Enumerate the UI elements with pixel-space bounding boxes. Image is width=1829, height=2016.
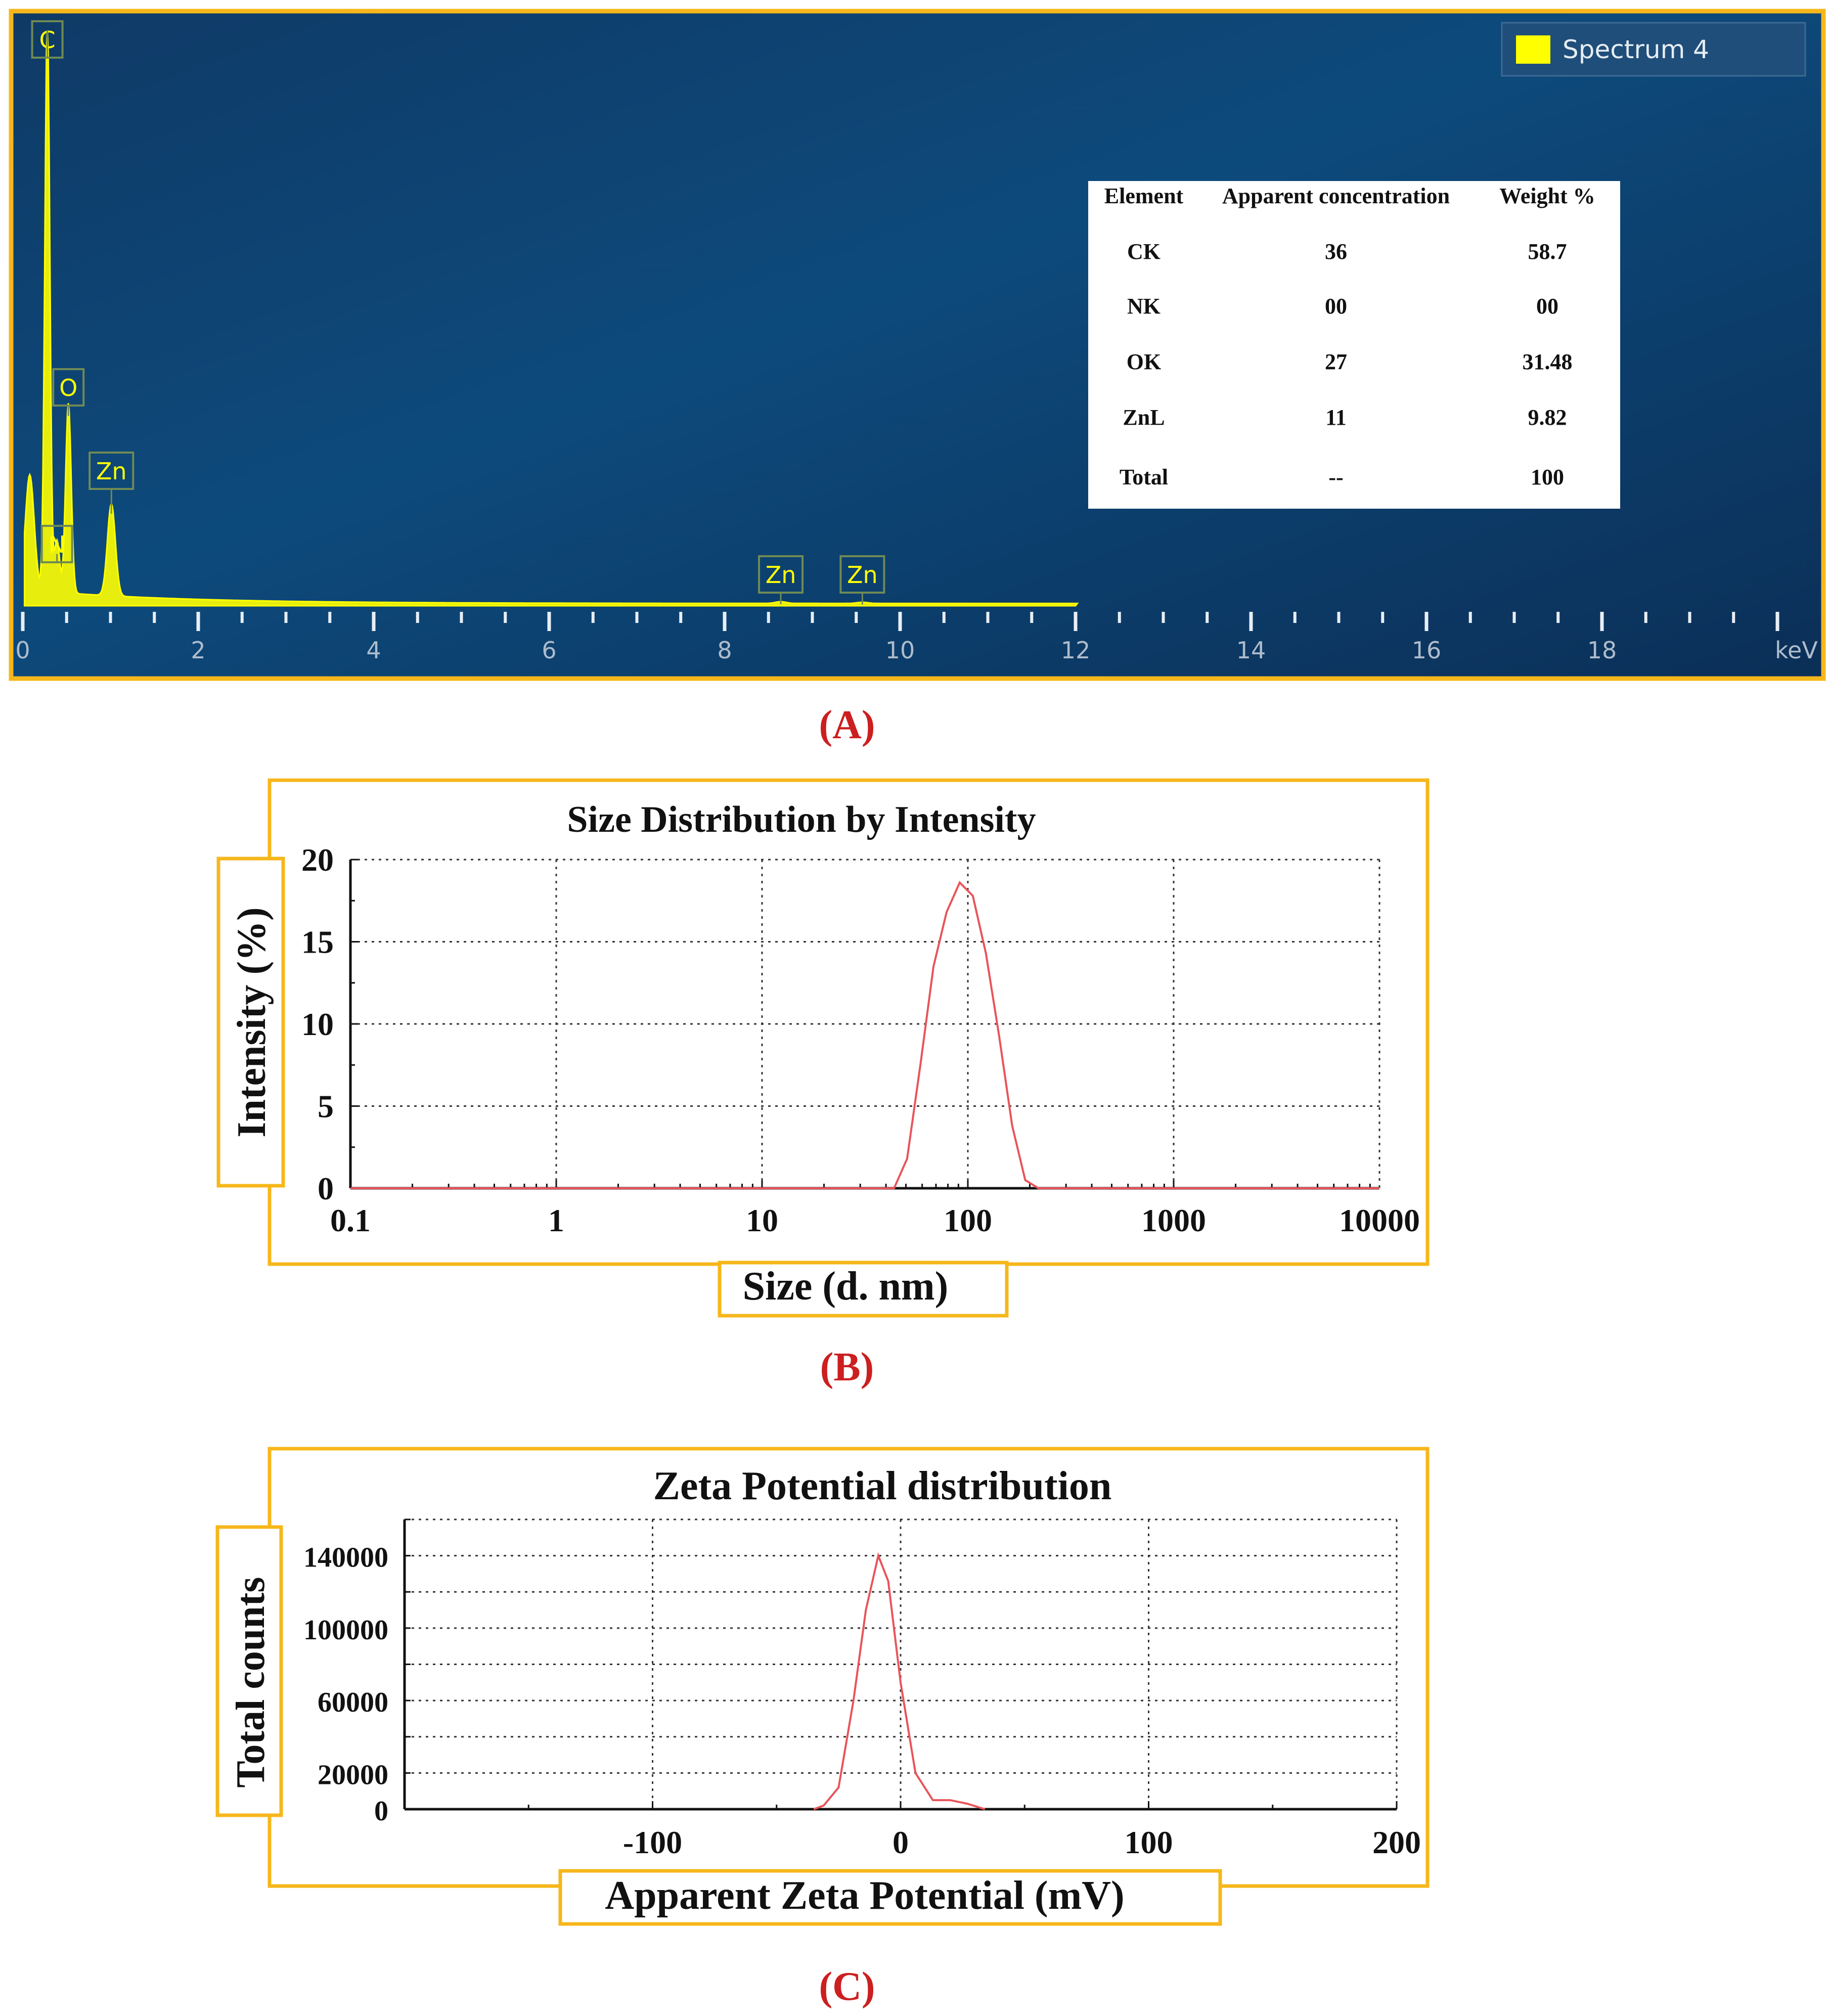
table-cell: NK <box>1127 294 1161 319</box>
panel-label-c: (C) <box>819 1964 875 2009</box>
x-tick-label: 1 <box>548 1202 564 1238</box>
peak-label: N <box>48 531 66 558</box>
panel-label-a: (A) <box>819 703 875 747</box>
x-tick-label: 0 <box>15 637 30 664</box>
table-cell: 27 <box>1325 349 1347 374</box>
peak-label: Zn <box>847 561 878 589</box>
x-tick-label: 6 <box>542 637 557 664</box>
composition-table <box>1088 181 1620 509</box>
chart-c-xlabel: Apparent Zeta Potential (mV) <box>605 1873 1125 1918</box>
table-header-cell: Element <box>1104 184 1184 208</box>
legend-swatch <box>1516 35 1550 64</box>
y-tick-label: 20 <box>301 842 334 878</box>
table-cell: 31.48 <box>1522 349 1573 374</box>
table-cell: ZnL <box>1123 405 1165 430</box>
x-tick-label: 16 <box>1411 637 1442 664</box>
panel-c <box>217 1449 1427 1924</box>
x-tick-label: 8 <box>717 637 732 664</box>
table-background <box>1088 181 1620 509</box>
chart-b-title: Size Distribution by Intensity <box>567 799 1036 840</box>
x-tick-label: 1000 <box>1141 1202 1206 1238</box>
x-tick-label: 100 <box>1124 1824 1173 1860</box>
x-unit-label: keV <box>1775 637 1818 664</box>
peak-label: O <box>59 374 78 401</box>
table-cell: 100 <box>1531 465 1564 489</box>
x-tick-label: 14 <box>1236 637 1266 664</box>
y-tick-label: 0 <box>374 1796 388 1827</box>
x-tick-label: 10000 <box>1339 1202 1420 1238</box>
x-tick-label: 12 <box>1060 637 1091 664</box>
x-tick-label: 0 <box>893 1824 909 1860</box>
x-tick-label: 200 <box>1372 1824 1421 1860</box>
x-tick-label: 18 <box>1587 637 1617 664</box>
table-cell: 36 <box>1325 239 1347 264</box>
x-tick-label: 10 <box>746 1202 778 1238</box>
table-header-cell: Weight % <box>1499 184 1595 208</box>
x-tick-label: -100 <box>622 1824 683 1860</box>
table-header-cell: Apparent concentration <box>1222 184 1450 208</box>
panel-a <box>11 11 1823 679</box>
panel-label-b: (B) <box>820 1345 874 1390</box>
table-cell: CK <box>1127 239 1161 264</box>
peak-label: Zn <box>765 561 796 589</box>
x-tick-label: 10 <box>885 637 915 664</box>
y-tick-label: 140000 <box>303 1542 388 1574</box>
x-tick-label: 0.1 <box>330 1202 371 1238</box>
panel-b <box>218 780 1427 1316</box>
legend-label: Spectrum 4 <box>1563 35 1709 64</box>
table-cell: 00 <box>1325 294 1347 319</box>
y-tick-label: 60000 <box>318 1687 388 1719</box>
chart-c-ylabel: Total counts <box>229 1577 273 1788</box>
chart-c-title: Zeta Potential distribution <box>653 1464 1112 1508</box>
peak-label: C <box>39 26 56 54</box>
y-tick-label: 0 <box>318 1171 334 1206</box>
y-tick-label: 15 <box>301 924 334 960</box>
table-cell: OK <box>1126 349 1162 374</box>
x-tick-label: 4 <box>366 637 381 664</box>
panel-c-frame <box>270 1449 1427 1886</box>
chart-b-xlabel: Size (d. nm) <box>742 1264 949 1309</box>
peak-label: Zn <box>96 458 127 485</box>
y-tick-label: 10 <box>301 1006 334 1042</box>
chart-b-ylabel: Intensity (%) <box>230 907 274 1138</box>
legend <box>1502 23 1805 76</box>
panel-b-frame <box>270 780 1427 1264</box>
x-tick-label: 100 <box>944 1202 992 1238</box>
table-cell: 00 <box>1536 294 1558 319</box>
table-cell: 58.7 <box>1528 239 1567 264</box>
table-cell: 9.82 <box>1528 405 1567 430</box>
x-tick-label: 2 <box>191 637 206 664</box>
table-cell: Total <box>1119 465 1169 489</box>
y-tick-label: 20000 <box>318 1759 388 1791</box>
table-cell: 11 <box>1325 405 1347 430</box>
table-cell: -- <box>1328 465 1344 489</box>
y-tick-label: 100000 <box>303 1614 388 1646</box>
y-tick-label: 5 <box>318 1088 334 1125</box>
